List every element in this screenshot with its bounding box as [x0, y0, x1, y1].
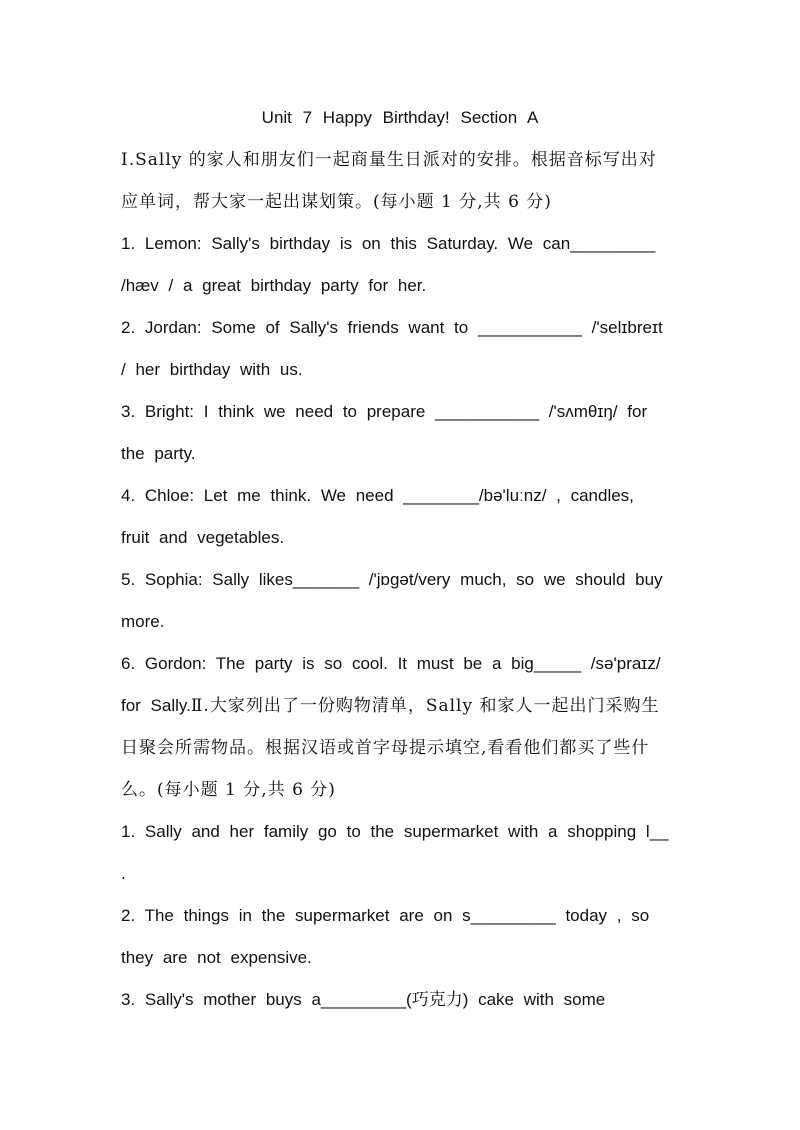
section-2-heading-start: Ⅱ.大家列出了一份购物清单，Sally 和家人一起出门采购生	[190, 696, 660, 716]
question-1-4-line-1: 4. Chloe: Let me think. We need ________/bə'luːnz/ , candles,	[121, 486, 634, 505]
question-2-1-line-2: .	[121, 864, 126, 883]
section-2-heading-line-2: 日聚会所需物品。根据汉语或首字母提示填空,看看他们都买了些什	[121, 738, 650, 758]
question-1-4-line-2: fruit and vegetables.	[121, 528, 285, 547]
question-1-5-line-1: 5. Sophia: Sally likes_______ /'jɒgət/very much, so we should buy	[121, 570, 663, 589]
question-1-2-line-2: / her birthday with us.	[121, 360, 303, 379]
question-1-6-line-1: 6. Gordon: The party is so cool. It must be a big_____ /sə'praɪz/	[121, 654, 661, 673]
section-1-heading-line-1: Ⅰ.Sally 的家人和朋友们一起商量生日派对的安排。根据音标写出对	[121, 150, 657, 170]
question-1-1-line-1: 1. Lemon: Sally's birthday is on this Saturday. We can_________	[121, 234, 656, 253]
question-1-5-line-2: more.	[121, 612, 165, 631]
question-1-3-line-1: 3. Bright: I think we need to prepare ___________ /'sʌmθɪŋ/ for	[121, 402, 648, 421]
section-2-heading-line-3: 么。(每小题 1 分,共 6 分)	[121, 780, 336, 800]
question-1-1-line-2: /hæv / a great birthday party for her.	[121, 276, 427, 295]
question-1-6-line-2: for Sally.	[121, 696, 191, 715]
page-title: Unit 7 Happy Birthday! Section A	[261, 108, 539, 127]
question-2-1-line-1: 1. Sally and her family go to the supermarket with a shopping l__	[121, 822, 669, 841]
question-2-3-line-1: 3. Sally's mother buys a_________(巧克力) cake with some	[121, 990, 606, 1009]
question-1-3-line-2: the party.	[121, 444, 196, 463]
question-1-2-line-1: 2. Jordan: Some of Sally's friends want to ___________ /'selɪbreɪt	[121, 318, 663, 337]
section-1-heading-line-2: 应单词，帮大家一起出谋划策。(每小题 1 分,共 6 分)	[121, 192, 552, 212]
question-2-2-line-1: 2. The things in the supermarket are on s_________ today , so	[121, 906, 650, 925]
section-2-heading-line-1	[121, 696, 660, 716]
question-2-2-line-2: they are not expensive.	[121, 948, 312, 967]
